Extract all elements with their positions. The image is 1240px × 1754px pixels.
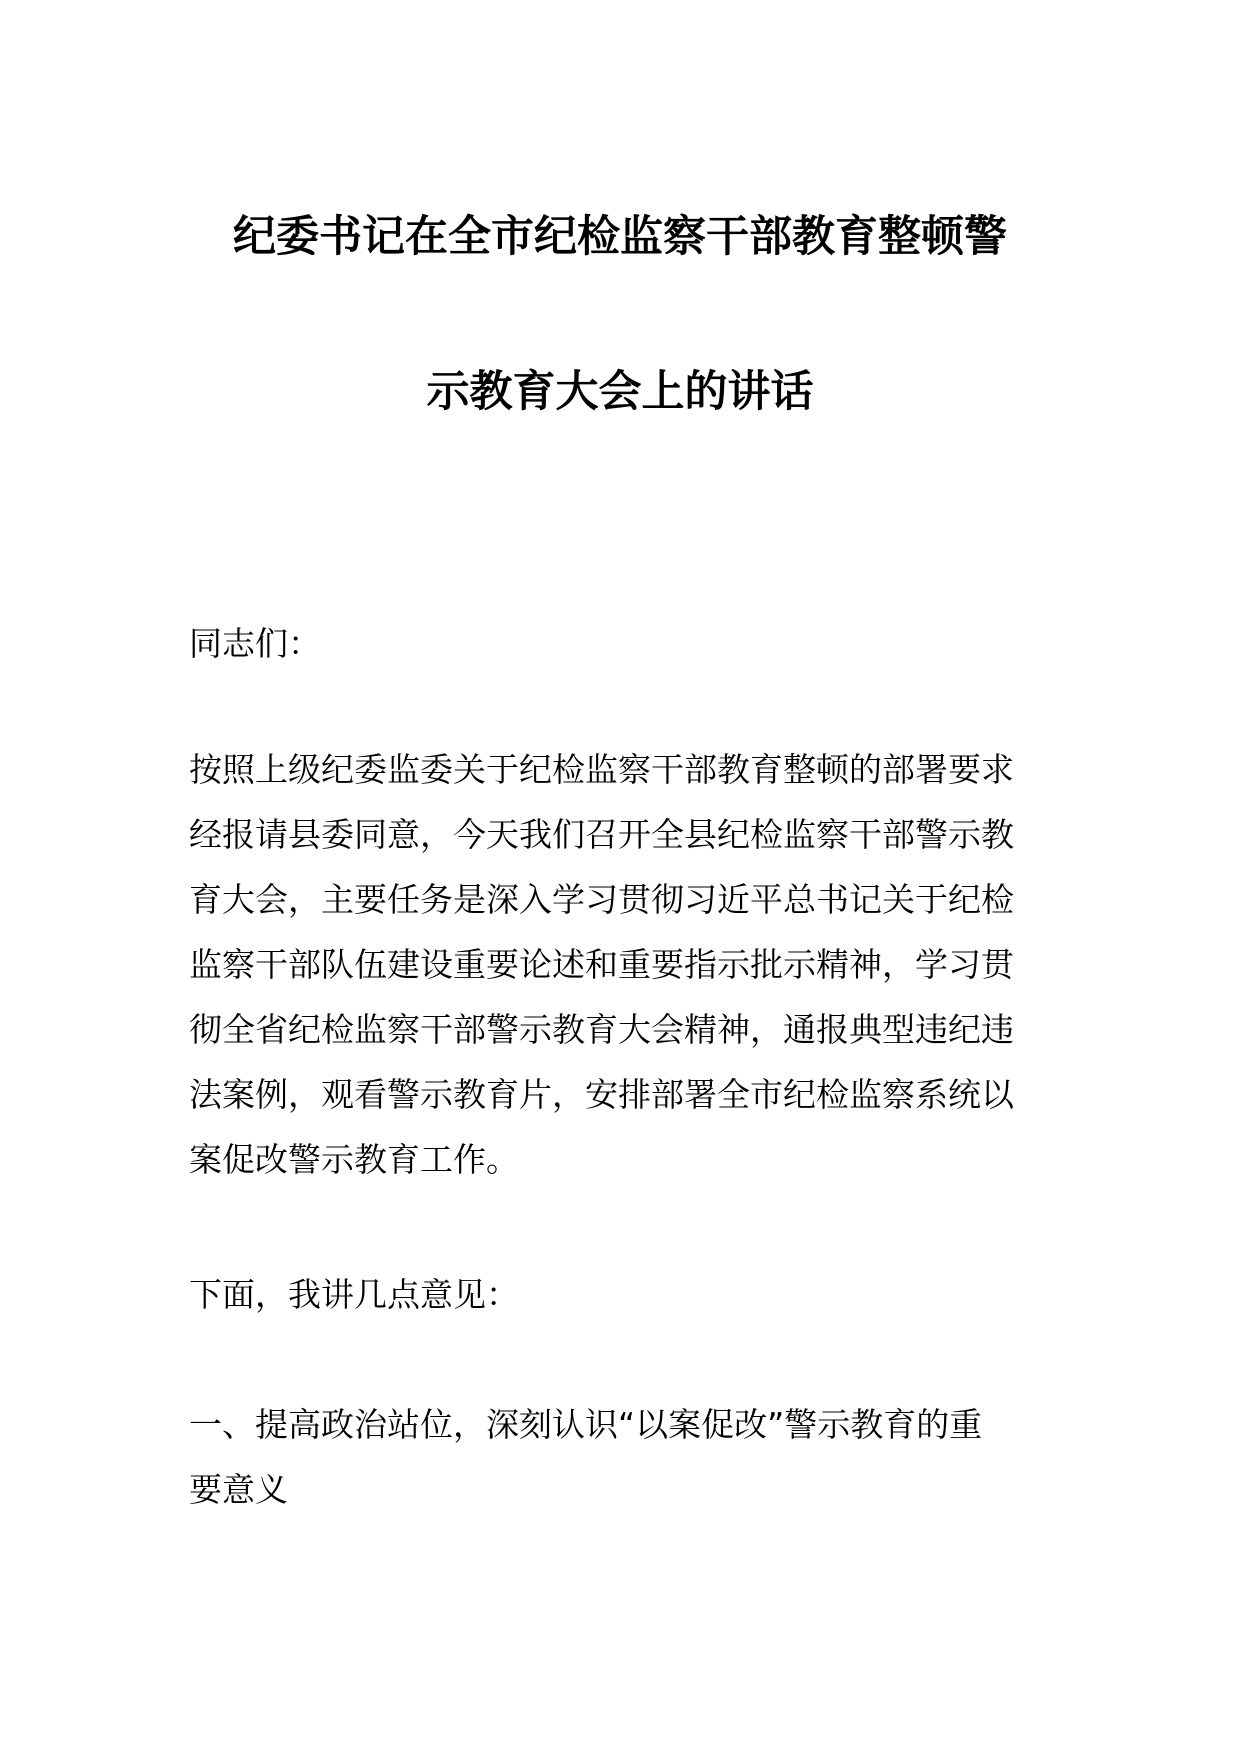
body-line: 案促改警示教育工作。 bbox=[189, 1140, 519, 1179]
section-heading-1 bbox=[189, 1392, 1059, 1522]
document-title-line-1: 纪委书记在全市纪检监察干部教育整顿警 bbox=[233, 212, 1007, 262]
body-line: 法案例，观看警示教育片，安排部署全市纪检监察系统以 bbox=[189, 1075, 1014, 1114]
section-heading-line: 要意义 bbox=[189, 1470, 288, 1509]
body-paragraph bbox=[189, 737, 1059, 1192]
body-line: 按照上级纪委监委关于纪检监察干部教育整顿的部署要求 bbox=[189, 750, 1014, 789]
intro-paragraph bbox=[189, 1262, 1059, 1327]
document-title-line-2: 示教育大会上的讲话 bbox=[426, 367, 814, 417]
salutation-text: 同志们： bbox=[189, 624, 321, 663]
body-line: 育大会，主要任务是深入学习贯彻习近平总书记关于纪检 bbox=[189, 880, 1014, 919]
section-heading-line: 一、提高政治站位，深刻认识“以案促改”警示教育的重 bbox=[189, 1405, 983, 1444]
body-line: 彻全省纪检监察干部警示教育大会精神，通报典型违纪违 bbox=[189, 1010, 1014, 1049]
intro-text: 下面，我讲几点意见： bbox=[189, 1275, 519, 1314]
body-line: 监察干部队伍建设重要论述和重要指示批示精神，学习贯 bbox=[189, 945, 1014, 984]
salutation bbox=[189, 611, 1059, 676]
body-line: 经报请县委同意，今天我们召开全县纪检监察干部警示教 bbox=[189, 815, 1014, 854]
